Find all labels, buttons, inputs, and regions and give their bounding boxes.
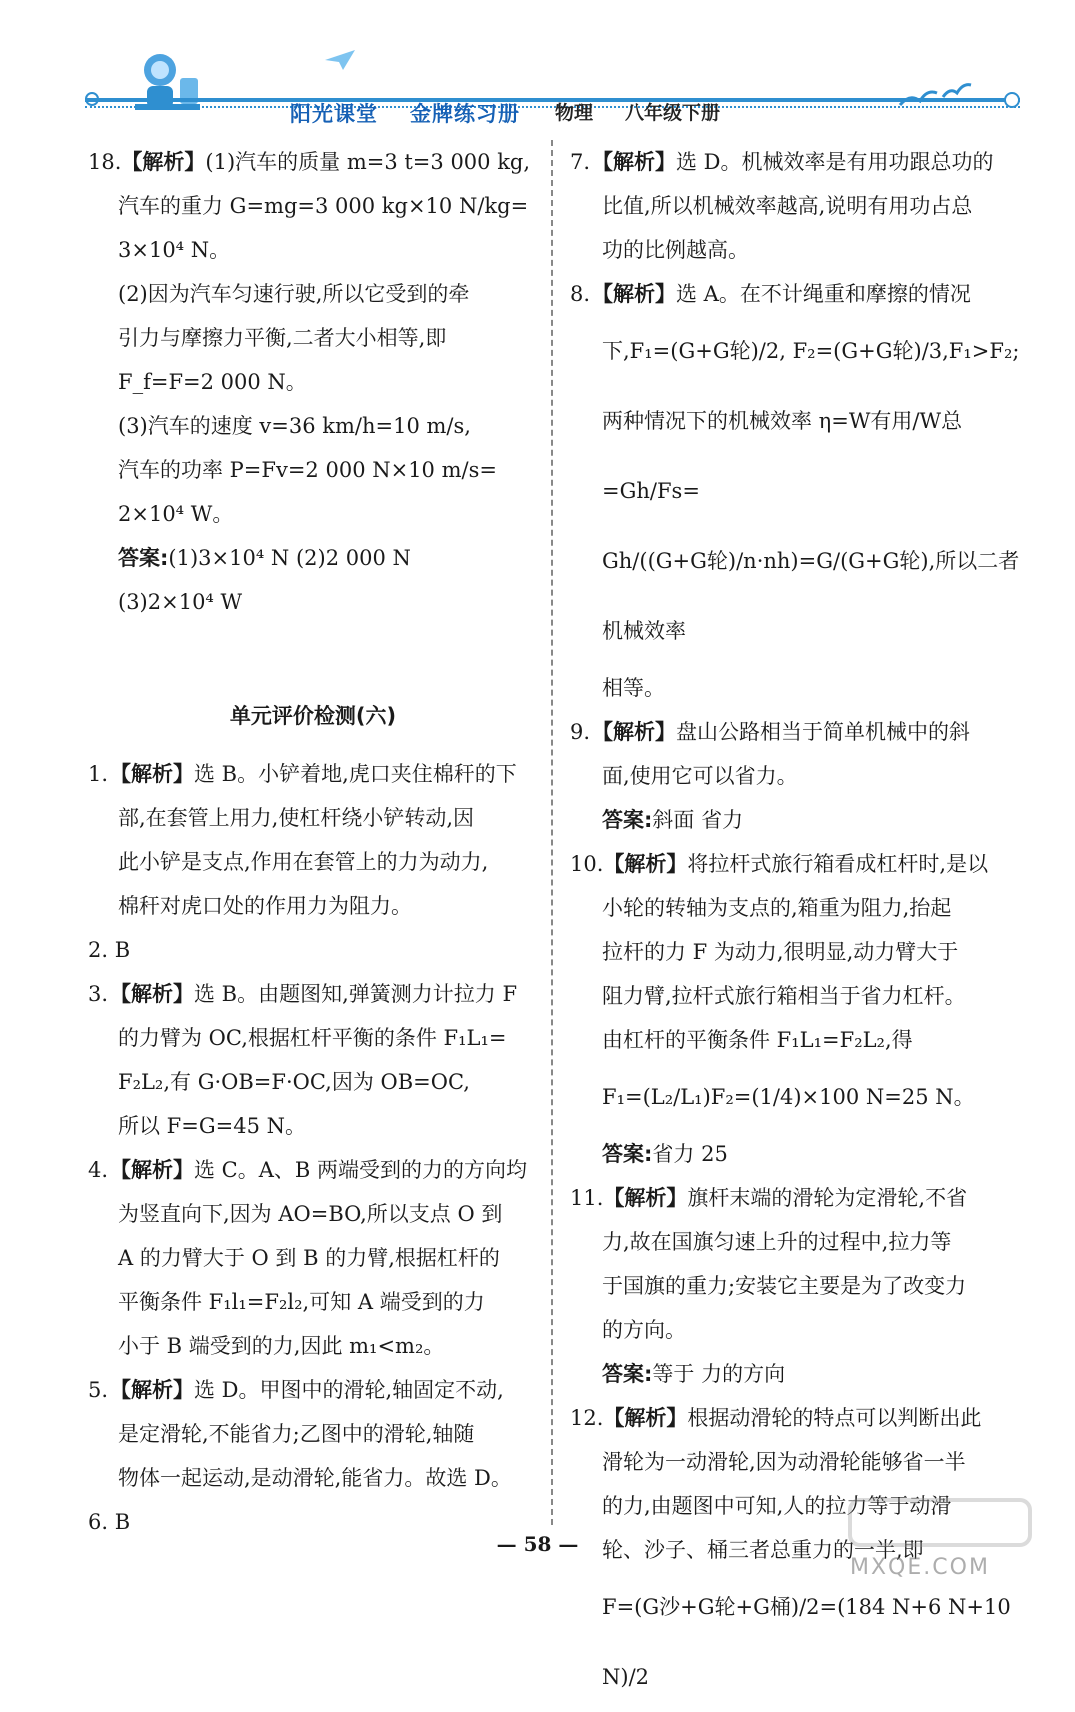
watermark-text: MXQE.COM [850, 1555, 990, 1580]
text-line: 平衡条件 F₁l₁=F₂l₂,可知 A 端受到的力 [118, 1290, 485, 1314]
text-line: 是定滑轮,不能省力;乙图中的滑轮,轴随 [118, 1422, 475, 1446]
answer-line [570, 798, 1022, 842]
header-end-dot [1004, 92, 1020, 108]
analysis-tag: 【解析】 [110, 982, 194, 1006]
question-8 [570, 272, 1022, 710]
question-10 [570, 842, 1022, 1176]
question-6: 6. B [88, 1510, 131, 1534]
question-number: 1. [88, 762, 109, 786]
text-line: A 的力臂大于 O 到 B 的力臂,根据杠杆的 [118, 1246, 500, 1270]
question-number: 18. [88, 150, 122, 174]
answer-label: 答案: [602, 1142, 653, 1166]
text-line: 的力,由题图中可知,人的拉力等于动滑 [602, 1494, 952, 1518]
analysis-tag: 【解析】 [121, 150, 206, 174]
text-line: 物体一起运动,是动滑轮,能省力。故选 D。 [118, 1466, 512, 1490]
text-line: (2)因为汽车匀速行驶,所以它受到的牵 [118, 282, 470, 306]
text-line: 选 D。甲图中的滑轮,轴固定不动, [194, 1378, 504, 1402]
text-line: 小轮的转轴为支点的,箱重为阻力,抬起 [602, 896, 952, 920]
analysis-tag: 【解析】 [592, 150, 676, 174]
text-line: 选 B。由题图知,弹簧测力计拉力 F [194, 982, 518, 1006]
header-rule [85, 98, 1020, 102]
answer-text: 斜面 省力 [652, 808, 744, 832]
text-line: 选 D。机械效率是有用功跟总功的 [676, 150, 994, 174]
header-dotted-rule [85, 106, 1020, 109]
text-line: 将拉杆式旅行箱看成杠杆时,是以 [687, 852, 989, 876]
text-line: 盘山公路相当于简单机械中的斜 [676, 720, 970, 744]
question-number: 9. [570, 720, 591, 744]
text-line: 根据动滑轮的特点可以判断出此 [687, 1406, 982, 1430]
question-5 [88, 1368, 538, 1500]
page-number: — 58 — [496, 1532, 579, 1556]
answer-label: 答案: [602, 1362, 653, 1386]
text-line: 功的比例越高。 [602, 238, 749, 262]
text-line: (3)汽车的速度 v=36 km/h=10 m/s, [118, 414, 471, 438]
question-number: 11. [570, 1186, 604, 1210]
formula-line: 两种情况下的机械效率 η=W有用/W总=Gh/Fs= [602, 409, 963, 503]
answer-line [88, 536, 538, 580]
column-divider [551, 140, 553, 1525]
analysis-tag: 【解析】 [603, 852, 688, 876]
formula-line: F=(G沙+G轮+G桶)/2=(184 N+6 N+10 N)/2 [602, 1595, 1011, 1689]
question-4 [88, 1148, 538, 1368]
question-number: 5. [88, 1378, 109, 1402]
text-line: 拉杆的力 F 为动力,很明显,动力臂大于 [602, 940, 959, 964]
text-line: 由杠杆的平衡条件 F₁L₁=F₂L₂,得 [602, 1028, 913, 1052]
question-18 [88, 140, 538, 624]
text-line: 选 A。在不计绳重和摩擦的情况 [676, 282, 971, 306]
text-line: 此小铲是支点,作用在套管上的力为动力, [118, 850, 489, 874]
analysis-tag: 【解析】 [592, 282, 676, 306]
text-line: 轮、沙子、桶三者总重力的一半,即 [602, 1538, 924, 1562]
answer-line [570, 1352, 1022, 1396]
series-title: 阳光课堂 [290, 102, 378, 126]
analysis-tag: 【解析】 [592, 720, 676, 744]
answer-text: (3)2×10⁴ W [118, 590, 243, 614]
text-line: 3×10⁴ N。 [118, 238, 231, 262]
text-line: 所以 F=G=45 N。 [118, 1114, 306, 1138]
text-line: F_f=F=2 000 N。 [118, 370, 307, 394]
birds-icon [895, 75, 975, 115]
text-line: 为竖直向下,因为 AO=BO,所以支点 O 到 [118, 1202, 503, 1226]
text-line: 相等。 [602, 676, 665, 700]
question-number: 10. [570, 852, 604, 876]
analysis-tag: 【解析】 [603, 1186, 688, 1210]
section-title: 单元评价检测(六) [229, 704, 397, 728]
grade-label: 八年级下册 [625, 102, 721, 124]
subject-label: 物理 [555, 102, 594, 124]
question-3 [88, 972, 538, 1148]
question-number: 12. [570, 1406, 604, 1430]
analysis-tag: 【解析】 [603, 1406, 688, 1430]
formula-line: 下,F₁=(G+G轮)/2, F₂=(G+G轮)/3,F₁>F₂; [602, 339, 1020, 363]
text-line: 的方向。 [602, 1318, 686, 1342]
text-line: (1)汽车的质量 m=3 t=3 000 kg, [205, 150, 531, 174]
question-2: 2. B [88, 938, 131, 962]
text-line: 汽车的功率 P=Fv=2 000 N×10 m/s= [118, 458, 497, 482]
book-title: 金牌练习册 [410, 102, 520, 126]
text-line: 滑轮为一动滑轮,因为动滑轮能够省一半 [602, 1450, 966, 1474]
right-column [570, 140, 1022, 1712]
text-line: 小于 B 端受到的力,因此 m₁<m₂。 [118, 1334, 445, 1358]
text-line: 选 C。A、B 两端受到的力的方向均 [194, 1158, 528, 1182]
text-line: 比值,所以机械效率越高,说明有用功占总 [602, 194, 973, 218]
text-line: 汽车的重力 G=mg=3 000 kg×10 N/kg= [118, 194, 529, 218]
question-9 [570, 710, 1022, 842]
formula-line: Gh/((G+G轮)/n·nh)=G/(G+G轮),所以二者机械效率 [602, 549, 1020, 643]
left-column [88, 140, 538, 1544]
text-line: 面,使用它可以省力。 [602, 764, 798, 788]
question-11 [570, 1176, 1022, 1396]
text-line: 棉秆对虎口处的作用力为阻力。 [118, 894, 412, 918]
text-line: 部,在套管上用力,使杠杆绕小铲转动,因 [118, 806, 475, 830]
page-header [85, 40, 1020, 135]
paper-plane-icon [325, 50, 355, 70]
answer-line [570, 1132, 1022, 1176]
answer-text: 等于 力的方向 [652, 1362, 786, 1386]
formula-line: F₁=(L₂/L₁)F₂=(1/4)×100 N=25 N。 [602, 1085, 975, 1109]
analysis-tag: 【解析】 [110, 762, 194, 786]
answer-text: (1)3×10⁴ N (2)2 000 N [168, 546, 411, 570]
text-line: 引力与摩擦力平衡,二者大小相等,即 [118, 326, 447, 350]
text-line: 于国旗的重力;安装它主要是为了改变力 [602, 1274, 967, 1298]
analysis-tag: 【解析】 [110, 1378, 194, 1402]
text-line: 力,故在国旗匀速上升的过程中,拉力等 [602, 1230, 952, 1254]
question-number: 8. [570, 282, 591, 306]
answer-label: 答案: [118, 546, 169, 570]
question-number: 7. [570, 150, 591, 174]
text-line: 2×10⁴ W。 [118, 502, 234, 526]
text-line: F₂L₂,有 G·OB=F·OC,因为 OB=OC, [118, 1070, 470, 1094]
question-number: 4. [88, 1158, 109, 1182]
question-7 [570, 140, 1022, 272]
analysis-tag: 【解析】 [110, 1158, 194, 1182]
answer-label: 答案: [602, 808, 653, 832]
text-line: 旗杆末端的滑轮为定滑轮,不省 [687, 1186, 968, 1210]
question-number: 3. [88, 982, 109, 1006]
text-line: 阻力臂,拉杆式旅行箱相当于省力杠杆。 [602, 984, 966, 1008]
answer-text: 省力 25 [652, 1142, 728, 1166]
question-1 [88, 752, 538, 928]
text-line: 的力臂为 OC,根据杠杆平衡的条件 F₁L₁= [118, 1026, 507, 1050]
text-line: 选 B。小铲着地,虎口夹住棉秆的下 [194, 762, 517, 786]
